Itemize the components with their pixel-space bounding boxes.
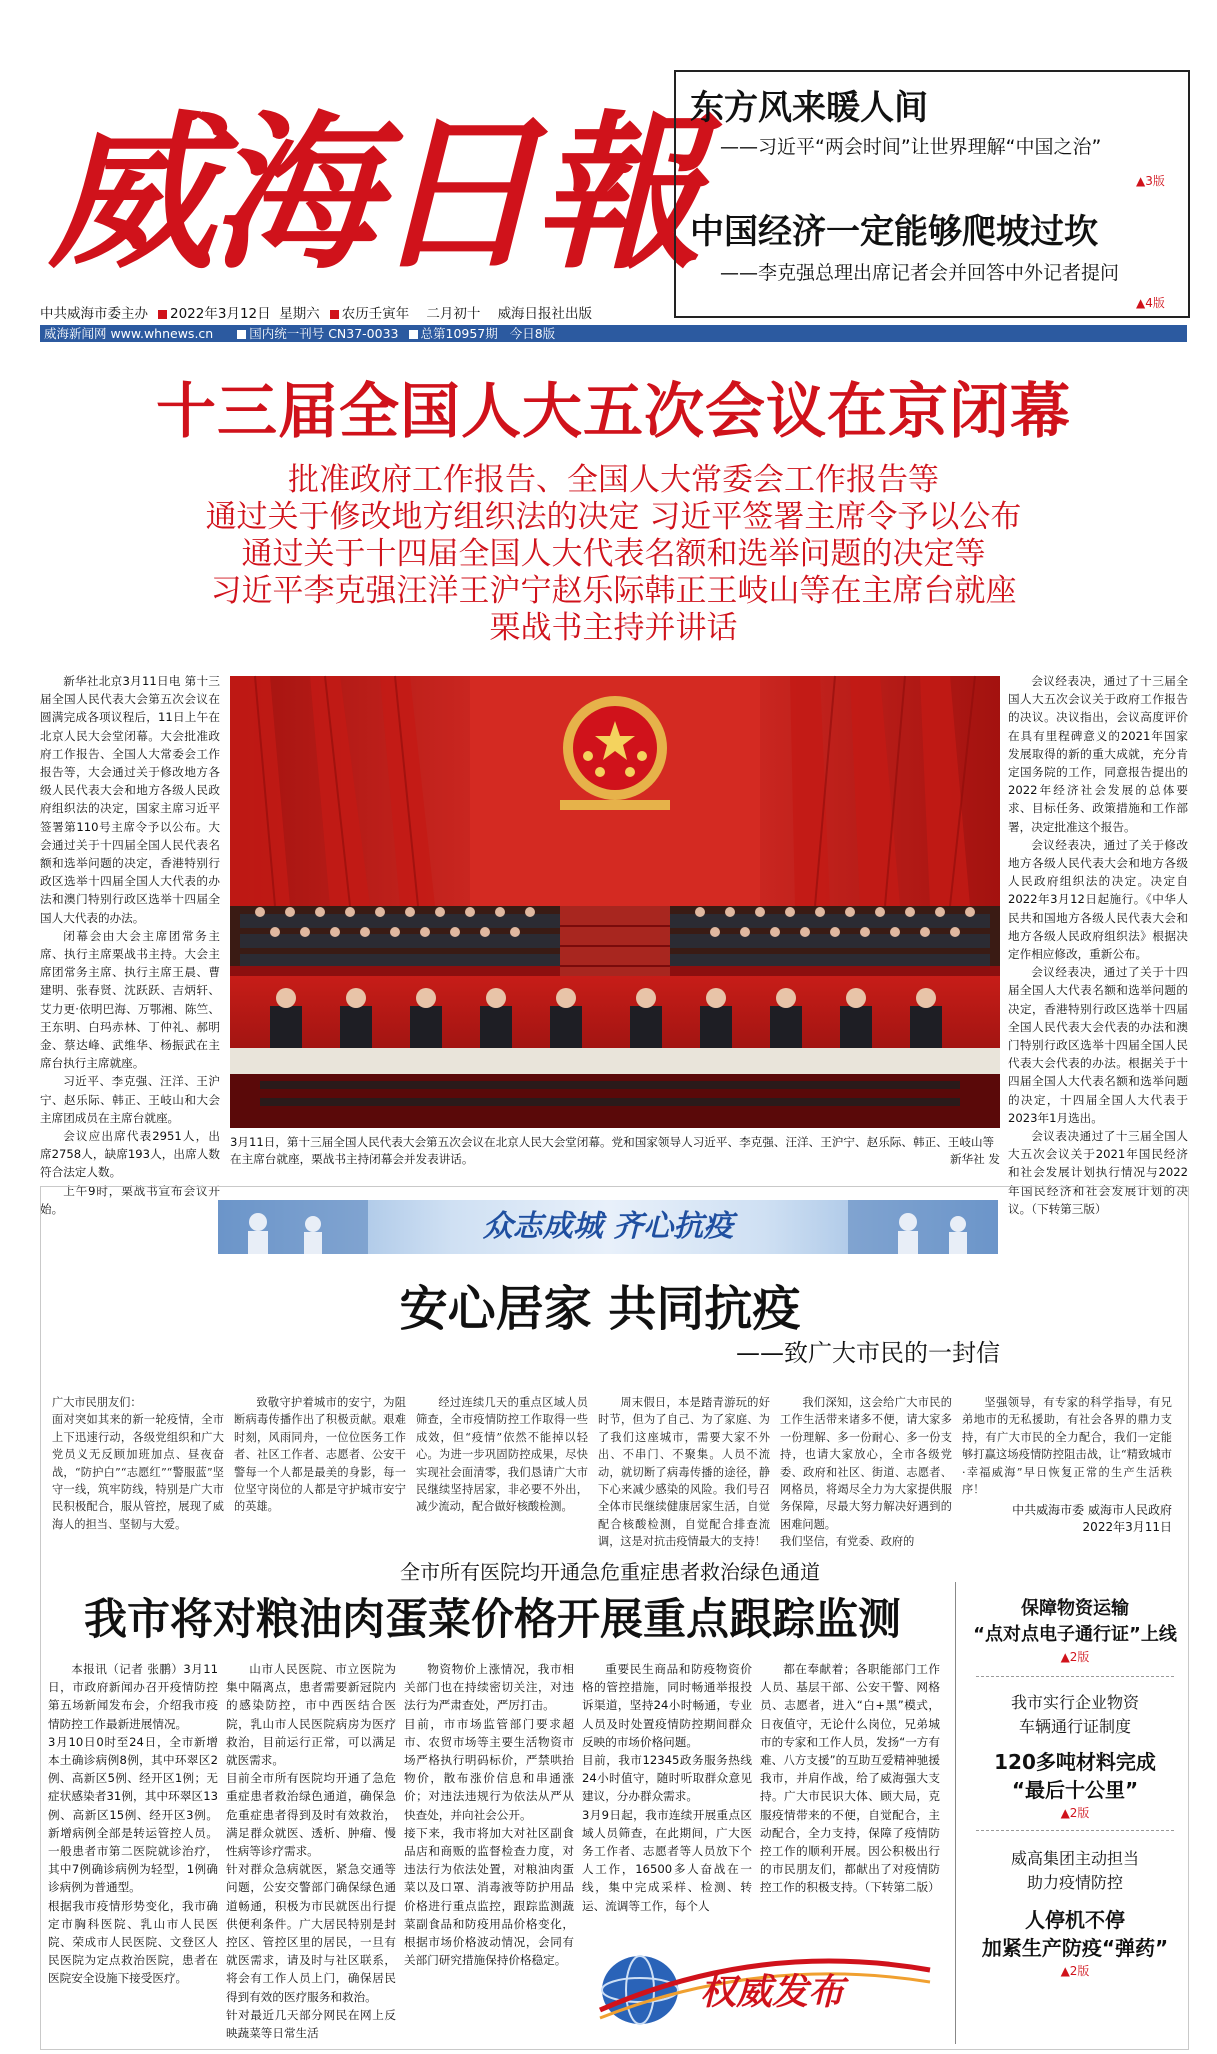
story-col-3	[404, 1660, 574, 2044]
divider	[976, 1830, 1174, 1831]
photo-credit: 新华社 发	[949, 1152, 1000, 1166]
brief-5-line-1[interactable]: 人停机不停	[1025, 1908, 1125, 1932]
paragraph: 周末假日，本是踏青游玩的好时节，但为了自己、为了家庭、为了我们这座城市，需要大家不外出、不串门、不聚集。人员不流动，就切断了病毒传播的途径，静下心来减少感染的风险。我们号召全体市民继续健康居家生活，自觉配合核酸检测，自觉配合排查流调，这是对抗击疫情最大的支持！	[598, 1396, 770, 1549]
brief-3-line-2[interactable]: “最后十公里”	[1011, 1778, 1139, 1802]
paragraph: 山市人民医院、市立医院为集中隔离点，患者需要新冠院内的感染防控，市中西医结合医院，乳山市人民医院病房为医疗救治，目前运行正常，可以满足就医需求。 目前全市所有医院均开通了急危重症患者救治绿色通道，确保急危重症患者得到及时有效救治，满足群众就医、透析、肿瘤、慢性病等诊疗需求。 针对群众急病就医，紧急交通等问题，公安交警部门确保绿色通道畅通，积极为市民就医出行提供便利条件。广大居民特别是封控区、管控区里的居民，一旦有就医需求，请及时与社区联系，将会有工作人员上门，确保居民得到有效的医疗服务和救治。 针对最近几天部分网民在网上反映蔬菜等日常生活	[226, 1662, 396, 2041]
story-col-5	[760, 1660, 940, 1920]
newspaper-logo: 威海日報	[48, 94, 696, 292]
paragraph: 坚强领导，有专家的科学指导，有兄弟地市的无私援助，有社会各界的鼎力支持，有广大市民的全力配合，我们一定能够打赢这场疫情防控阻击战，让“精致城市·幸福威海”早日恢复正常的生产生活秩序！	[962, 1396, 1172, 1497]
cn-number: 国内统一刊号 CN37-0033	[249, 326, 399, 341]
letter-col-3	[416, 1394, 588, 1534]
dateline	[40, 302, 1187, 322]
paragraph: 新华社北京3月11日电 第十三届全国人民代表大会第五次会议在圆满完成各项议程后，11日上午在北京人民大会堂闭幕。大会批准政府工作报告、全国人大常委会工作报告等，大会通过关于修改地方各级人民代表大会和地方各级人民政府组织法的决定，国家主席习近平签署第110号主席令予以公布。大会通过关于十四届全国人民代表名额和选举问题的决定，香港特别行政区选举十四届全国人大代表的办法和澳门特别行政区选举十四届全国人大代表的办法。	[40, 674, 220, 925]
website[interactable]: 威海新闻网 www.whnews.cn	[43, 326, 214, 341]
paragraph: 我们深知，这会给广大市民的工作生活带来诸多不便，请大家多一份理解、多一份耐心、多一份支持，也请大家放心，全市各级党委、政府和社区、街道、志愿者、网格员，将竭尽全力为大家提供服务保障，尽最大努力解决好遇到的困难问题。 我们坚信，有党委、政府的	[780, 1396, 952, 1549]
headline-2-sub: ——李克强总理出席记者会并回答中外记者提问	[720, 262, 1120, 284]
paragraph: 都在奉献着；各职能部门工作人员、基层干部、公安干警、网格员、志愿者，进入“白+黑”模式，日夜值守，无论什么岗位，兄弟城市的专家和工作人员，发扬“一方有难、八方支援”的互助互爱精神驰援我市，并肩作战，给了威海强大支持。广大市民识大体、顾大局，克服疫情带来的不便，自觉配合，主动配合，全力支持，保障了疫情防控工作的顺利开展。因公积极出行的市民朋友们，都献出了对疫情防控工作的积极支持。（下转第二版）	[760, 1662, 940, 1895]
paragraph: 会议经表决，通过了关于修改地方各级人民代表大会和地方各级人民政府组织法的决定。决定自2022年3月12日起施行。《中华人民共和国地方各级人民代表大会和地方各级人民政府组织法》根据决定作相应修改，重新公布。	[1008, 837, 1188, 962]
story-col-4	[582, 1660, 752, 1920]
headline-1-title[interactable]: 东方风来暖人间	[690, 88, 928, 128]
brief-3-page[interactable]: ▲2版	[1060, 1806, 1090, 1820]
letter-col-5	[780, 1394, 952, 1549]
page-count: 今日8版	[509, 326, 556, 341]
story-headline[interactable]: 我市将对粮油肉蛋菜价格开展重点跟踪监测	[84, 1595, 901, 1645]
paragraph: 会议应出席代表2951人，出席2758人，缺席193人，出席人数符合法定人数。	[40, 1129, 220, 1180]
headline-1-page[interactable]: ▲3版	[1136, 174, 1165, 188]
story-col-1	[48, 1660, 218, 2044]
brief-5-line-2[interactable]: 加紧生产防疫“弹药”	[981, 1936, 1169, 1960]
sponsor: 中共威海市委主办	[40, 306, 148, 322]
publisher: 威海日报社出版	[497, 306, 593, 322]
subhead-4: 习近平李克强汪洋王沪宁赵乐际韩正王岐山等在主席台就座	[210, 573, 1017, 609]
main-article-left-column	[40, 672, 220, 1216]
subhead-3: 通过关于十四届全国人大代表名额和选举问题的决定等	[241, 536, 986, 572]
weekday: 星期六	[279, 306, 320, 322]
brief-3-line-1[interactable]: 120多吨材料完成	[994, 1750, 1156, 1774]
stamp-text: 权威发布	[700, 1972, 845, 2013]
brief-2-line-2[interactable]: 车辆通行证制度	[1018, 1717, 1131, 1736]
sidebar-briefs	[955, 1582, 1188, 2044]
letter-title[interactable]: 安心居家 共同抗疫	[399, 1281, 801, 1337]
letter-col-6	[962, 1394, 1172, 1498]
paragraph: 本报讯（记者 张鹏）3月11日，市政府新闻办召开疫情防控第五场新闻发布会，介绍我市疫情防控工作最新进展情况。 3月10日0时至24日，全市新增本土确诊病例8例，其中环翠区2例、高新区5例、经开区1例；无症状感染者31例，其中环翠区13例、高新区15例、经开区3例。新增病例全部是转运管控人员。一般患者市第二医院就诊治疗，其中7例确诊病例为轻型，1例确诊病例为普通型。 根据我市疫情形势变化，我市确定市胸科医院、乳山市人民医院、荣成市人民医院、文登区人民医院为定点救治医院，患者在医院安全设施下接受医疗。	[48, 1662, 218, 1986]
paragraph: 会议经表决，通过了关于十四届全国人大代表名额和选举问题的决定，香港特别行政区选举十四届全国人民代表大会代表的办法和澳门特别行政区选举十四届全国人民代表大会代表的办法。根据关于十四届全国人大代表名额和选举问题的决定，十四届全国人大代表于2023年1月选出。	[1008, 965, 1188, 1125]
paragraph: 广大市民朋友们： 面对突如其来的新一轮疫情，全市上下迅速行动，各级党组织和广大党员义无反顾加班加点、昼夜奋战，“防护白”“志愿红”“警服蓝”坚守一线，筑牢防线，特别是广大市民积极配合，服从管控，展现了威海人的担当、坚韧与大爱。	[52, 1396, 224, 1531]
paragraph: 经过连续几天的重点区域人员筛查，全市疫情防控工作取得一些成效，但“疫情”依然不能掉以轻心。为进一步巩固防控成果，尽快实现社会面清零，我们恳请广大市民继续坚持居家，非必要不外出，减少流动，配合做好核酸检测。	[416, 1396, 588, 1514]
closing-session-photo[interactable]	[230, 676, 1000, 1128]
signature-date: 2022年3月11日	[1082, 1520, 1172, 1534]
headline-2-title[interactable]: 中国经济一定能够爬坡过坎	[690, 212, 1098, 252]
paragraph: 物资物价上涨情况，我市相关部门也在持续密切关注，对违法行为严肃查处，严厉打击。 目前，市市场监管部门要求超市、农贸市场等主要生活物资市场严格执行明码标价，严禁哄抬物价，散布涨价信息和串通涨价；对违法违规行为依法从严从快查处，并向社会公开。 接下来，我市将加大对社区副食品店和商贩的监督检查力度，对违法行为依法处置，对粮油肉蛋菜以及口罩、消毒液等防护用品价格进行重点监控，跟踪监测蔬菜副食品和防疫用品价格变化，根据市场价格波动情况，会同有关部门研究措施保持价格稳定。	[404, 1662, 574, 1968]
signature-orgs: 中共威海市委 威海市人民政府	[1012, 1503, 1172, 1517]
brief-1-line-2[interactable]: “点对点电子通行证”上线	[973, 1624, 1177, 1645]
headline-1-sub: ——习近平“两会时间”让世界理解“中国之治”	[720, 136, 1102, 158]
top-headlines-box	[674, 70, 1190, 318]
banner-text: 众志成城 齐心抗疫	[482, 1209, 734, 1244]
paragraph: 重要民生商品和防疫物资价格的管控措施，同时畅通举报投诉渠道，坚持24小时畅通，专业人员及时处置疫情防控期间群众反映的市场价格问题。 目前，我市12345政务服务热线24小时值守，随时听取群众意见建议，分办群众需求。 3月9日起，我市连续开展重点区域人员筛查，在此期间，广大医务工作者、志愿者等人员放下个人工作，16500多人奋战在一线，集中完成采样、检测、转运、流调等工作，每个人	[582, 1662, 752, 1913]
brief-1-line-1[interactable]: 保障物资运输	[1021, 1598, 1129, 1619]
subhead-1: 批准政府工作报告、全国人大常委会工作报告等	[288, 462, 939, 498]
paragraph: 上午9时，栗战书宣布会议开始。	[40, 1183, 220, 1216]
paragraph: 闭幕会由大会主席团常务主席、执行主席栗战书主持。大会主席团常务主席、执行主席王晨、曹建明、张春贤、沈跃跃、吉炳轩、艾力更·依明巴海、万鄂湘、陈竺、王东明、白玛赤林、丁仲礼、郝明金、蔡达峰、武维华、杨振武在主席台执行主席就座。	[40, 928, 220, 1071]
paragraph: 致敬守护着城市的安宁，为阻断病毒传播作出了积极贡献。艰难时刻，风雨同舟，一位位医务工作者、社区工作者、志愿者、公安干警每一个人都是最美的身影，每一位坚守岗位的人都是守护城市安宁的英雄。	[234, 1396, 406, 1514]
subhead-5: 栗战书主持并讲话	[489, 610, 738, 646]
lunar-year: 农历壬寅年	[341, 306, 410, 322]
letter-col-2	[234, 1394, 406, 1534]
headline-2-page[interactable]: ▲4版	[1136, 296, 1165, 310]
paragraph: 会议经表决，通过了十三届全国人大五次会议关于政府工作报告的决议。决议指出，会议高度评价在具有里程碑意义的2021年国家发展取得的新的重大成就，充分肯定国务院的工作，同意报告提出的2022年经济社会发展的总体要求、目标任务、政策措施和工作部署，决定批准这个报告。	[1008, 674, 1188, 834]
letter-subtitle: ——致广大市民的一封信	[736, 1339, 1000, 1367]
date: 2022年3月12日	[170, 306, 271, 322]
brief-4-line-1[interactable]: 威高集团主动担当	[1010, 1849, 1139, 1868]
subhead-2: 通过关于修改地方组织法的决定 习近平签署主席令予以公布	[205, 499, 1022, 535]
great-hall-illustration	[230, 676, 1000, 1128]
main-headline[interactable]: 十三届全国人大五次会议在京闭幕	[156, 377, 1071, 447]
paragraph: 会议表决通过了十三届全国人大五次会议关于2021年国民经济和社会发展计划执行情况与2022年国民经济和社会发展计划的决议。（下转第三版）	[1008, 1129, 1188, 1216]
main-article-right-column	[1008, 672, 1188, 1216]
letter-col-1	[52, 1394, 224, 1534]
divider	[976, 1676, 1174, 1677]
story-kicker: 全市所有医院均开通急危重症患者救治绿色通道	[400, 1560, 820, 1584]
photo-caption	[230, 1134, 1000, 1168]
caption-text: 3月11日，第十三届全国人民代表大会第五次会议在北京人民大会堂闭幕。党和国家领导人习近平、李克强、汪洋、王沪宁、赵乐际、韩正、王岐山等在主席台就座，栗战书主持闭幕会并发表讲话。	[230, 1135, 995, 1166]
letter-signature	[962, 1502, 1172, 1536]
brief-4-line-2[interactable]: 助力疫情防控	[1026, 1873, 1123, 1892]
brief-1-page[interactable]: ▲2版	[1060, 1650, 1090, 1664]
story-col-2	[226, 1660, 396, 2044]
paragraph: 习近平、李克强、汪洋、王沪宁、赵乐际、韩正、王岐山和大会主席团成员在主席台就座。	[40, 1074, 220, 1125]
anti-epidemic-banner	[218, 1200, 998, 1254]
brief-5-page[interactable]: ▲2版	[1060, 1964, 1090, 1978]
issue-number: 总第10957期	[420, 326, 498, 341]
letter-col-4	[598, 1394, 770, 1549]
authority-release-stamp	[600, 1930, 930, 2030]
lunar-day: 二月初十	[426, 306, 481, 322]
brief-2-line-1[interactable]: 我市实行企业物资	[1010, 1693, 1139, 1712]
info-bar	[40, 325, 1187, 342]
